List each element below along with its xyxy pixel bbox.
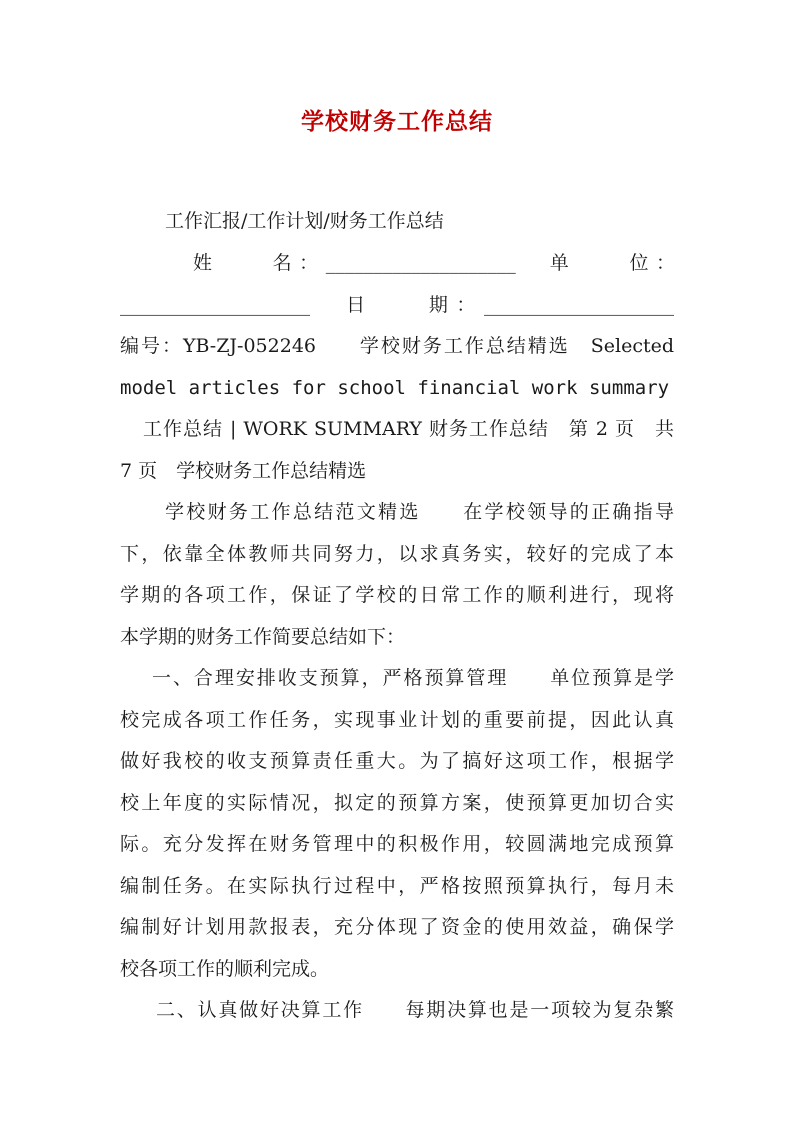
body-paragraph-line: 下，依靠全体教师共同努力，以求真务实，较好的完成了本 — [120, 543, 674, 565]
body-paragraph-line: 编制任务。在实际执行过程中，严格按照预算执行，每月未 — [120, 875, 674, 897]
document-title: 学校财务工作总结 — [301, 108, 493, 135]
body-paragraph-line: 际。充分发挥在财务管理中的积极作用，较圆满地完成预算 — [120, 833, 674, 855]
name-unit-line: 姓 名：____________________ 单 位： — [193, 252, 675, 274]
body-paragraph-line: 校各项工作的顺利完成。 — [120, 958, 330, 980]
english-title-line: model articles for school financial work summary — [120, 377, 670, 399]
category-line: 工作汇报/工作计划/财务工作总结 — [165, 210, 444, 232]
section-heading-line: 一、合理安排收支预算，严格预算管理 单位预算是学 — [152, 667, 674, 689]
section-heading-line: 二、认真做好决算工作 每期决算也是一项较为复杂繁 — [156, 999, 674, 1021]
page-info-line: 工作总结 | WORK SUMMARY 财务工作总结 第 2 页 共 — [143, 418, 674, 440]
body-paragraph-line: 本学期的财务工作简要总结如下： — [120, 626, 406, 648]
body-paragraph-line: 做好我校的收支预算责任重大。为了搞好这项工作，根据学 — [120, 750, 674, 772]
doc-number-line: 编号：YB-ZJ-052246 学校财务工作总结精选 Selected — [120, 335, 674, 357]
body-paragraph-line: 学期的各项工作，保证了学校的日常工作的顺利进行，现将 — [120, 584, 674, 606]
body-paragraph-line: 学校财务工作总结范文精选 在学校领导的正确指导 — [165, 501, 674, 523]
body-paragraph-line: 编制好计划用款报表，充分体现了资金的使用效益，确保学 — [120, 916, 674, 938]
body-paragraph-line: 校完成各项工作任务，实现事业计划的重要前提，因此认真 — [120, 709, 674, 731]
page-info-line-2: 7 页 学校财务工作总结精选 — [120, 460, 367, 482]
date-line: ____________________ 日 期：____________________ — [120, 294, 674, 316]
body-paragraph-line: 校上年度的实际情况，拟定的预算方案，使预算更加切合实 — [120, 792, 674, 814]
